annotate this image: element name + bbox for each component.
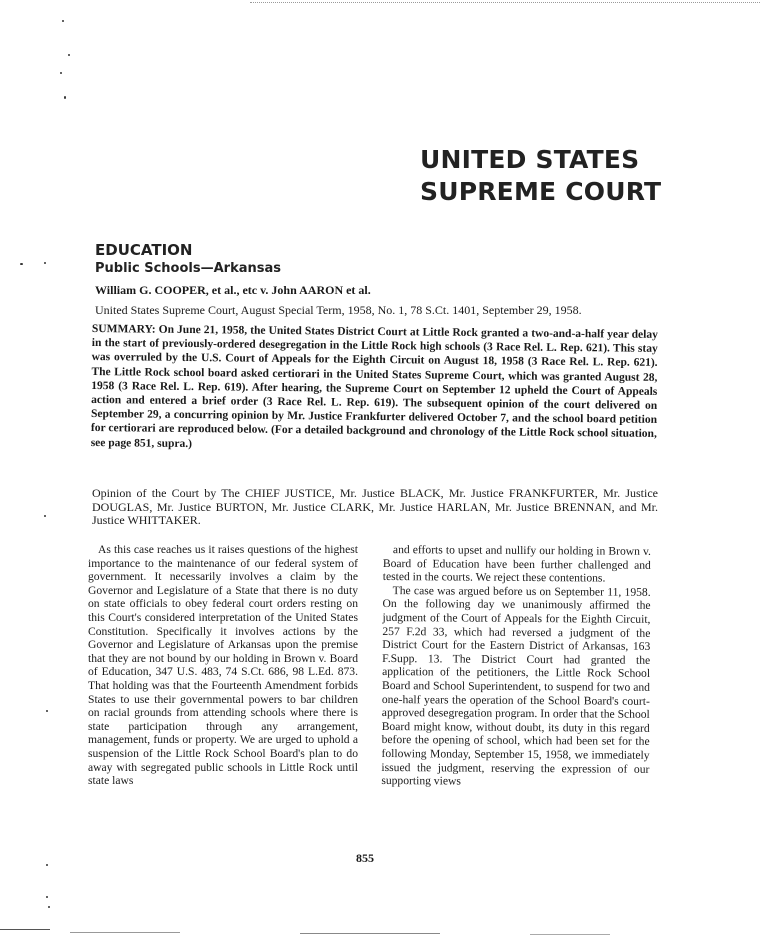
scan-speck [62, 20, 64, 22]
top-edge-dotted-line [250, 2, 760, 3]
section-heading: EDUCATION [95, 241, 193, 259]
page-number: 855 [356, 851, 374, 865]
scan-edge-line [300, 933, 440, 934]
scan-speck [68, 54, 70, 56]
scan-speck [46, 896, 48, 898]
scan-speck [46, 864, 48, 866]
page-header [420, 144, 720, 208]
header-line-1: UNITED STATES [420, 145, 640, 174]
body-paragraph: The case was argued before us on September 11, 1958. On the following day we unanimously affirmed the judgment of the Court of Appeals for the Eighth Circuit, 257 F.2d 33, which had reversed a judgment of the District Court for the Eastern District of Arkansas, 163 F.Supp. 13. The District Court had granted the application of the petitioners, the Little Rock School Board and School Superintendent, to suspend for two and one-half years the operation of the School Board's court-approved desegregation program. In order that the School Board might know, without doubt, its duty in this regard before the opening of school, which had been set for the following Monday, September 15, 1958, we immediately issued the judgment, reserving the expression of our supporting views [381, 583, 651, 788]
scan-speck [20, 263, 23, 265]
scan-speck [60, 72, 62, 74]
scan-speck [46, 710, 48, 712]
scan-edge-line [0, 929, 50, 930]
scan-speck [64, 96, 66, 99]
case-name: William G. COOPER, et al., etc v. John AARON et al. [95, 283, 371, 297]
body-column-left [88, 543, 358, 788]
scan-speck [44, 515, 46, 517]
header-line-2: SUPREME COURT [420, 177, 662, 206]
scan-speck [48, 906, 50, 908]
subsection-heading: Public Schools—Arkansas [95, 261, 282, 276]
case-summary: SUMMARY: On June 21, 1958, the United States District Court at Little Rock granted a two-and-a-half year delay in the start of previously-ordered desegregation in the Little Rock high schools (3 Race Rel. L. Rep. 621). This stay was overruled by the U.S. Court of Appeals for the Eighth Circuit on August 18, 1958 (3 Race Rel. L. Rep. 621). The Little Rock school board asked certiorari in the United States Supreme Court, which was granted August 28, 1958 (3 Race Rel. L. Rep. 619). After hearing, the Supreme Court on September 12 upheld the Court of Appeals action and entered a brief order (3 Race Rel. L. Rep. 619). The subsequent opinion of the court delivered on September 29, a concurring opinion by Mr. Justice Frankfurter delivered October 7, and the school board petition for certiorari are reproduced below. (For a detailed background and chronology of the Little Rock school situation, see page 851, supra.) [90, 322, 658, 450]
body-paragraph: and efforts to upset and nullify our holding in Brown v. Board of Education have been further challenged and tested in the courts. We reject these contentions. [382, 543, 651, 585]
opinion-attribution: Opinion of the Court by The CHIEF JUSTICE, Mr. Justice BLACK, Mr. Justice FRANKFURTER, Mr. Justice DOUGLAS, Mr. Justice BURTON, Mr. Justice CLARK, Mr. Justice HARLAN, Mr. Justice BRENNAN, and Mr. Justice WHITTAKER. [92, 486, 658, 528]
scan-edge-line [530, 934, 610, 935]
case-citation: United States Supreme Court, August Special Term, 1958, No. 1, 78 S.Ct. 1401, September 29, 1958. [95, 303, 582, 317]
body-paragraph: As this case reaches us it raises questions of the highest importance to the maintenance of our federal system of government. It necessarily involves a claim by the Governor and Legislature of a State that there is no duty on state officials to obey federal court orders resting on this Court's considered interpretation of the United States Constitution. Specifically it involves actions by the Governor and Legislature of Arkansas upon the premise that they are not bound by our holding in Brown v. Board of Education, 347 U.S. 483, 74 S.Ct. 686, 98 L.Ed. 873. That holding was that the Fourteenth Amendment forbids States to use their governmental powers to bar children on racial grounds from attending schools where there is state participation through any arrangement, management, funds or property. We are urged to uphold a suspension of the Little Rock School Board's plan to do away with segregated public schools in Little Rock until state laws [88, 543, 358, 788]
body-column-right [381, 543, 651, 790]
scan-edge-line [70, 932, 180, 933]
scan-speck [44, 262, 46, 264]
